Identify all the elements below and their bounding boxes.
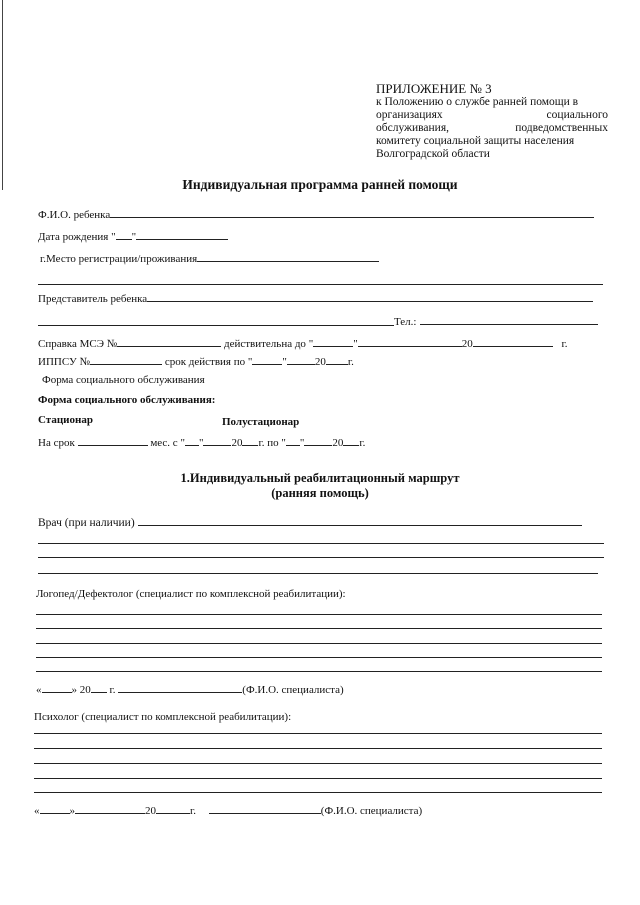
inpatient-label: Стационар bbox=[38, 414, 93, 426]
service-form-label: Форма социального обслуживания bbox=[42, 374, 205, 386]
appendix-block bbox=[376, 81, 608, 161]
speech-extra-line[interactable] bbox=[36, 628, 602, 629]
sig1-name-line[interactable] bbox=[118, 682, 242, 693]
fio-label: Ф.И.О. ребенка bbox=[38, 209, 111, 221]
document-title: Индивидуальная программа ранней помощи bbox=[182, 177, 458, 192]
appendix-line: организациях социального bbox=[376, 109, 608, 121]
term-months-line[interactable] bbox=[78, 435, 148, 446]
mse-year-line[interactable] bbox=[473, 336, 553, 347]
doctor-extra-line[interactable] bbox=[38, 557, 604, 558]
ippsu-month-line[interactable] bbox=[287, 354, 315, 365]
year-g: г. bbox=[109, 684, 116, 696]
page-edge bbox=[2, 0, 3, 190]
year-g: г. bbox=[190, 805, 197, 817]
quote-close: » bbox=[69, 805, 75, 817]
registration-row bbox=[40, 251, 379, 266]
phone-input-line[interactable] bbox=[420, 314, 598, 325]
appendix-line: комитету социальной защиты населения bbox=[376, 135, 575, 147]
term-months-label: мес. с " bbox=[150, 437, 185, 449]
term-row bbox=[38, 435, 365, 450]
sig2-name-line[interactable] bbox=[209, 803, 321, 814]
representative-label: Представитель ребенка bbox=[38, 293, 148, 305]
mse-row bbox=[38, 336, 567, 351]
representative-row bbox=[38, 291, 593, 306]
representative-input-line[interactable] bbox=[147, 291, 593, 302]
psychologist-extra-line[interactable] bbox=[34, 763, 602, 764]
birth-date-line[interactable] bbox=[136, 229, 228, 240]
ippsu-year-line[interactable] bbox=[326, 354, 348, 365]
ippsu-number-line[interactable] bbox=[90, 354, 162, 365]
year-20: 20 bbox=[231, 437, 243, 449]
sig2-day-line[interactable] bbox=[40, 803, 70, 814]
section1-title-line2: (ранняя помощь) bbox=[271, 486, 369, 500]
birth-day-line[interactable] bbox=[116, 229, 132, 240]
mse-number-line[interactable] bbox=[117, 336, 221, 347]
fio-input-line[interactable] bbox=[110, 207, 594, 218]
service-form-heading: Форма социального обслуживания: bbox=[38, 394, 216, 406]
mse-month-line[interactable] bbox=[358, 336, 462, 347]
sig2-month-line[interactable] bbox=[75, 803, 145, 814]
section1-title-line1: 1.Индивидуальный реабилитационный маршрут bbox=[180, 471, 460, 485]
year-g: г. bbox=[359, 437, 366, 449]
mse-label: Справка МСЭ № bbox=[38, 338, 118, 350]
registration-label: г.Место регистрации/проживания bbox=[40, 253, 198, 265]
doctor-label: Врач (при наличии) bbox=[38, 517, 135, 529]
year-20: 20 bbox=[332, 437, 344, 449]
doctor-extra-line[interactable] bbox=[38, 543, 604, 544]
sig1-year-line[interactable] bbox=[91, 682, 107, 693]
term-from-month-line[interactable] bbox=[203, 435, 231, 446]
semi-inpatient-option[interactable] bbox=[222, 416, 299, 429]
year-g: г. bbox=[347, 356, 354, 368]
ippsu-label: ИППСУ № bbox=[38, 356, 91, 368]
speech-therapist-row bbox=[36, 588, 346, 601]
doctor-extra-line[interactable] bbox=[38, 573, 598, 574]
mse-day-line[interactable] bbox=[313, 336, 353, 347]
ippsu-day-line[interactable] bbox=[252, 354, 282, 365]
term-from-day-line[interactable] bbox=[185, 435, 199, 446]
sig1-day-line[interactable] bbox=[42, 682, 72, 693]
speech-extra-line[interactable] bbox=[36, 643, 602, 644]
semi-inpatient-label: Полустационар bbox=[222, 416, 300, 428]
inpatient-option[interactable] bbox=[38, 414, 93, 427]
term-from-year-line[interactable] bbox=[242, 435, 258, 446]
quote: " bbox=[353, 338, 358, 350]
quote: " bbox=[198, 437, 204, 449]
psychologist-extra-line[interactable] bbox=[34, 792, 602, 793]
term-to-month-line[interactable] bbox=[304, 435, 332, 446]
speech-extra-line[interactable] bbox=[36, 614, 602, 615]
service-form-bold-row bbox=[38, 394, 215, 407]
year-20: 20 bbox=[145, 805, 156, 817]
appendix-line: обслуживания, подведомственных bbox=[376, 122, 608, 134]
psychologist-extra-line[interactable] bbox=[34, 778, 602, 779]
registration-extra-line[interactable] bbox=[38, 284, 603, 285]
service-form-row bbox=[42, 374, 205, 387]
year-20: 20 bbox=[461, 338, 473, 350]
phone-label: Тел.: bbox=[394, 316, 417, 328]
term-to-year-line[interactable] bbox=[343, 435, 359, 446]
phone-row bbox=[394, 314, 598, 329]
quote: " bbox=[282, 356, 287, 368]
year-20: 20 bbox=[314, 356, 326, 368]
appendix-title: ПРИЛОЖЕНИЕ № 3 bbox=[376, 81, 492, 96]
quote: " bbox=[299, 437, 305, 449]
signature-row-1 bbox=[36, 682, 344, 697]
psychologist-extra-line[interactable] bbox=[34, 733, 602, 734]
term-label: На срок bbox=[38, 437, 75, 449]
specialist-fio-label: (Ф.И.О. специалиста) bbox=[242, 684, 344, 696]
sig2-year-line[interactable] bbox=[156, 803, 190, 814]
sig1-year-prefix: » 20 bbox=[71, 684, 91, 696]
mse-valid-label: действительна до bbox=[223, 338, 306, 350]
birth-date-row bbox=[38, 229, 228, 244]
speech-therapist-label: Логопед/Дефектолог (специалист по комплексной реабилитации): bbox=[36, 588, 346, 600]
specialist-fio-label: (Ф.И.О. специалиста) bbox=[320, 805, 423, 817]
doctor-input-line[interactable] bbox=[138, 515, 582, 526]
term-to-label: г. по " bbox=[258, 437, 286, 449]
registration-input-line[interactable] bbox=[197, 251, 379, 262]
birth-date-label: Дата рождения " bbox=[38, 231, 116, 243]
representative-extra-line[interactable] bbox=[38, 325, 394, 326]
ippsu-row bbox=[38, 354, 354, 369]
appendix-line: Волгоградской области bbox=[376, 148, 490, 160]
term-to-day-line[interactable] bbox=[286, 435, 300, 446]
year-g: г. bbox=[561, 338, 568, 350]
speech-extra-line[interactable] bbox=[36, 671, 602, 672]
quote-open: « bbox=[34, 805, 40, 817]
quote-open: « bbox=[36, 684, 42, 696]
quote: " bbox=[131, 231, 137, 243]
psychologist-extra-line[interactable] bbox=[34, 748, 602, 749]
appendix-line: к Положению о службе ранней помощи в bbox=[376, 96, 579, 108]
doctor-row bbox=[38, 515, 582, 530]
ippsu-term-label: срок действия по " bbox=[164, 356, 253, 368]
speech-extra-line[interactable] bbox=[36, 657, 602, 658]
signature-row-2 bbox=[34, 803, 422, 818]
psychologist-label: Психолог (специалист по комплексной реабилитации): bbox=[34, 711, 292, 723]
quote: " bbox=[308, 338, 314, 350]
psychologist-row bbox=[34, 711, 291, 724]
fio-row bbox=[38, 207, 594, 222]
